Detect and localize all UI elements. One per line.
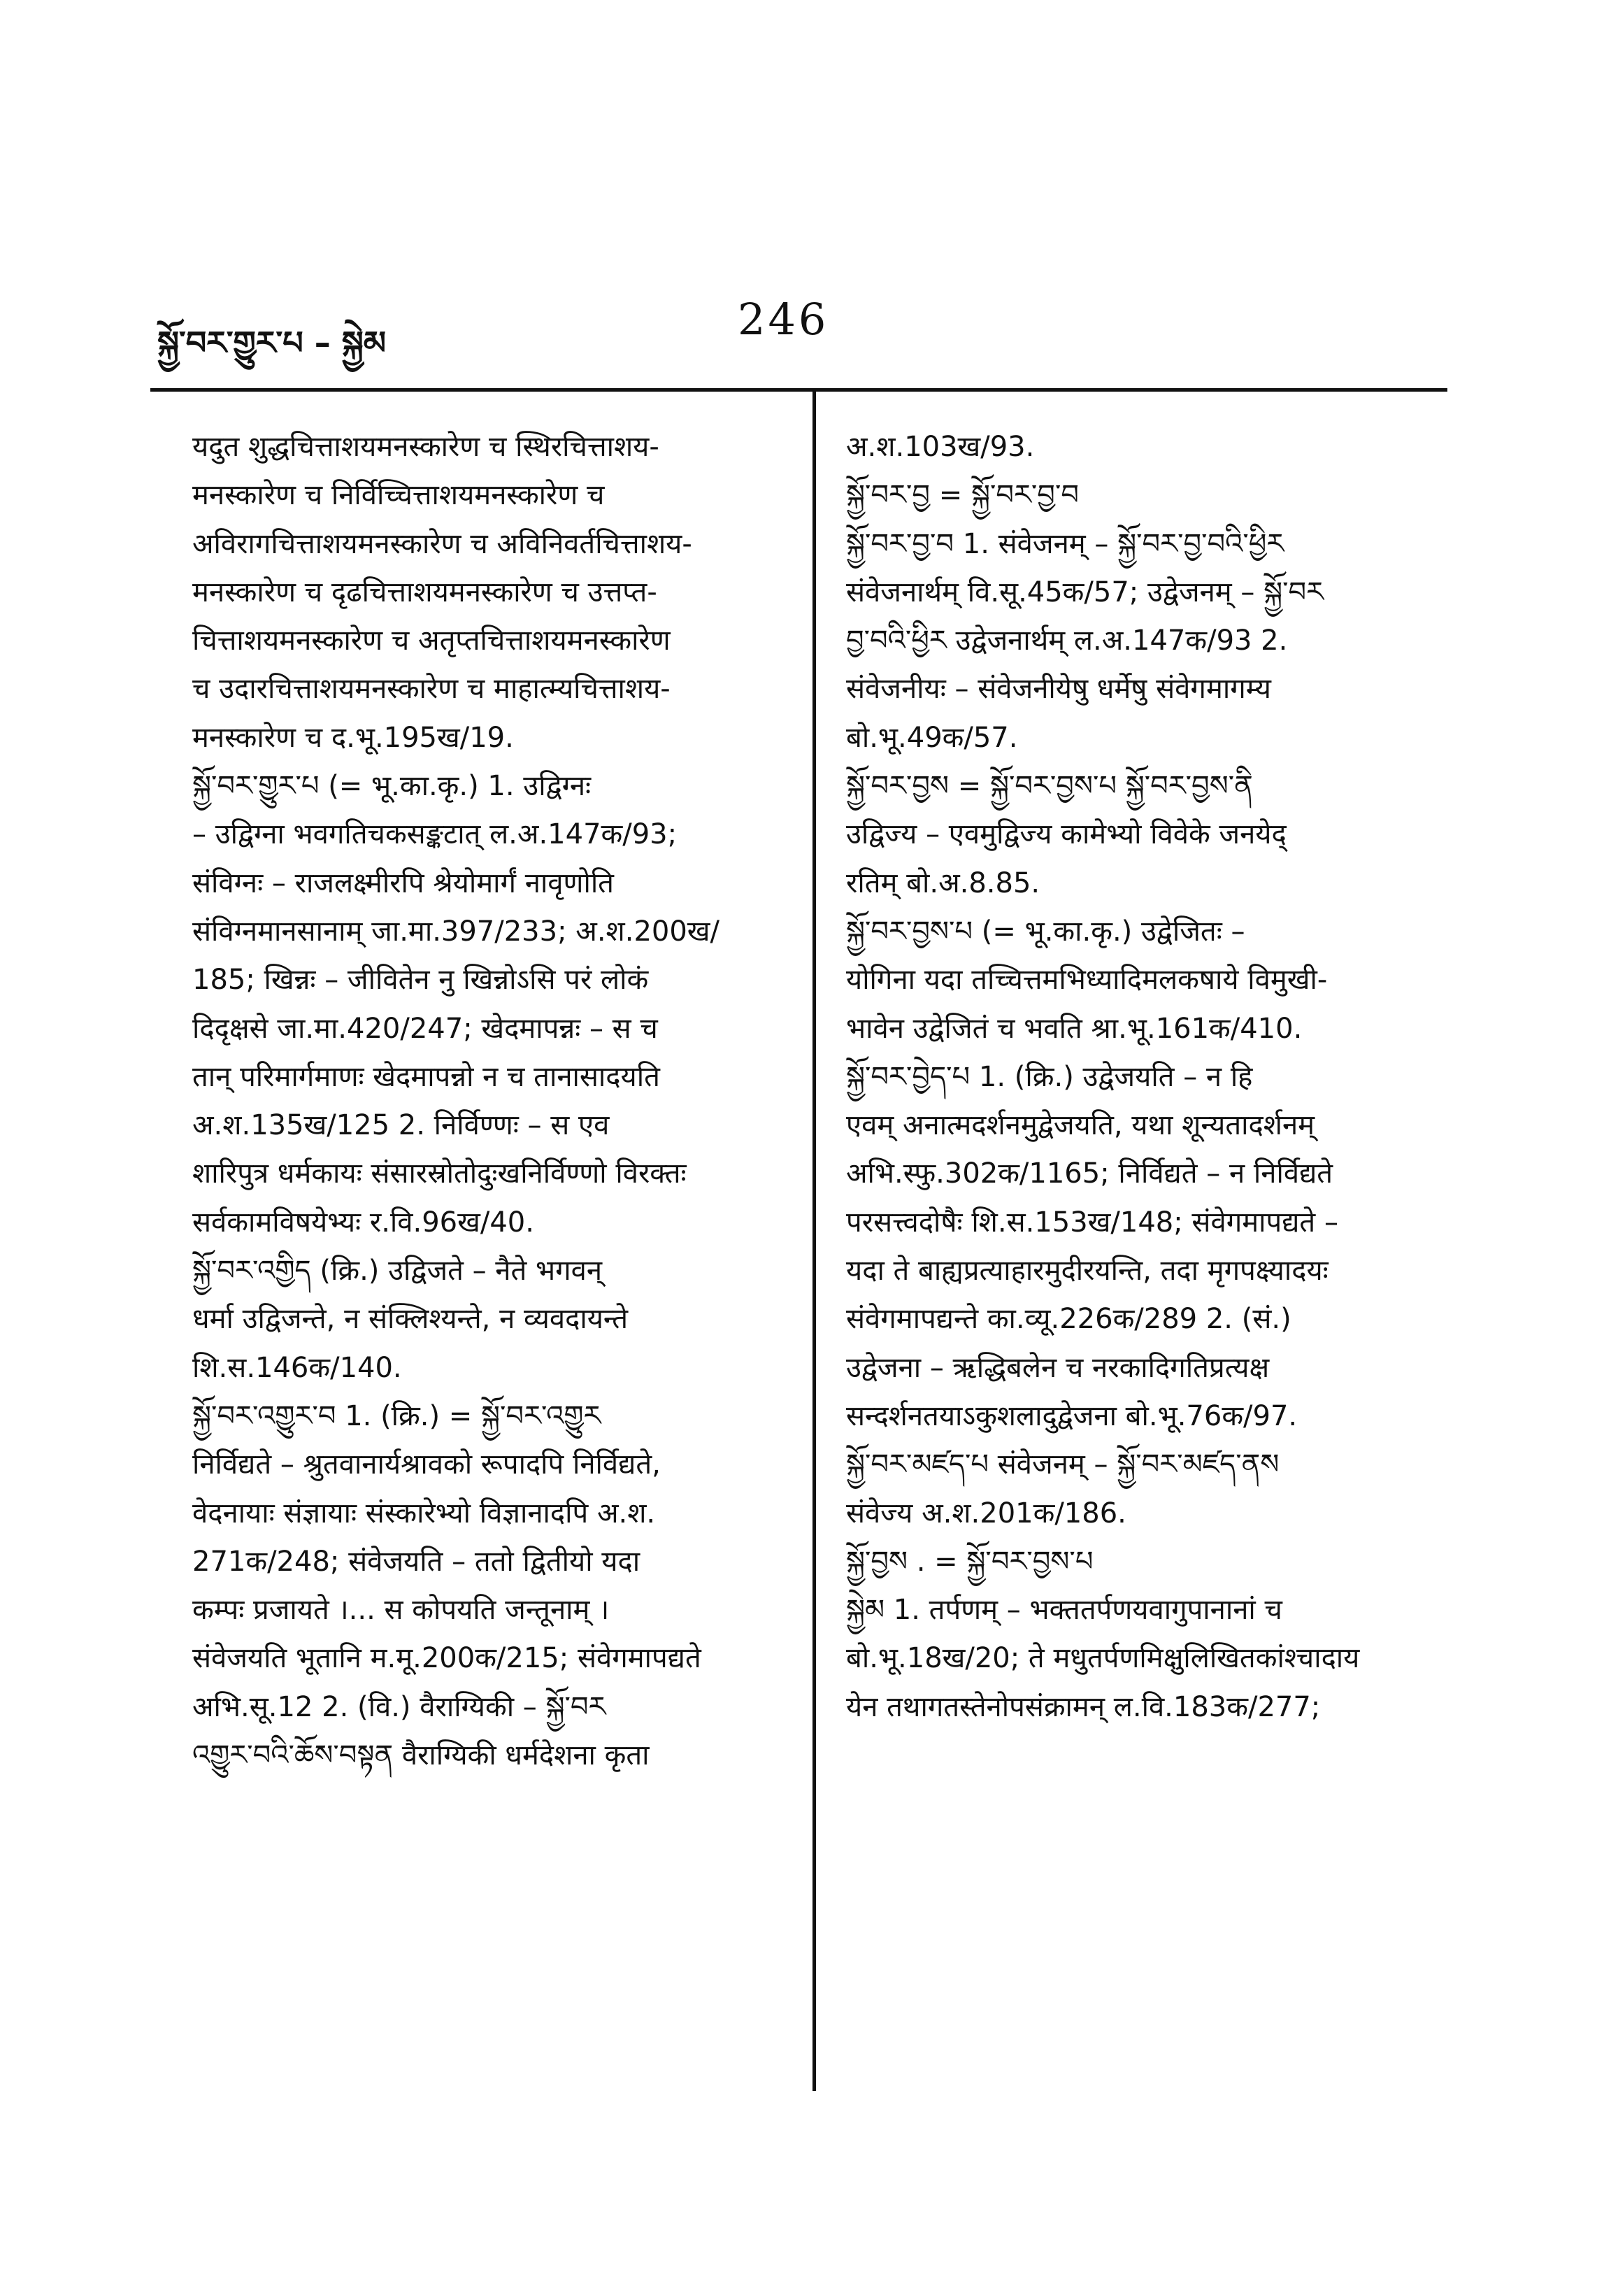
text-line: संवेज्य अ.श.201क/186. <box>846 1497 1126 1530</box>
text-line: सन्दर्शनतयाऽकुशलादुद्वेजना बो.भू.76क/97. <box>846 1399 1298 1432</box>
running-head: སྐྱོ་བར་གྱུར་པ – སྐྱེམ <box>157 324 387 362</box>
page-number: 246 <box>738 294 829 345</box>
text-line: परसत्त्वदोषैः शि.स.153ख/148; संवेगमापद्यते – <box>846 1206 1338 1239</box>
text-line: སྐྱོ་བར་བྱས = སྐྱོ་བར་བྱས་པ སྐྱོ་བར་བྱས་ནི <box>846 770 1253 803</box>
text-line: च उदारचित्ताशयमनस्कारेण च माहात्म्यचित्ताशय- <box>192 673 671 706</box>
text-line: यदुत शुद्धचित्ताशयमनस्कारेण च स्थिरचित्ताशय- <box>192 431 659 463</box>
text-line: संविग्नमानसानाम् जा.मा.397/233; अ.श.200ख/ <box>192 915 720 948</box>
text-line: चित्ताशयमनस्कारेण च अतृप्तचित्ताशयमनस्कारेण <box>192 625 671 657</box>
text-line: कम्पः प्रजायते ।... स कोपयति जन्तूनाम् । <box>192 1594 610 1627</box>
text-line: སྐྱོ་བར་གྱུར་པ (= भू.का.कृ.) 1. उद्विग्नः <box>192 770 592 803</box>
text-line: उद्वेजना – ऋद्धिबलेन च नरकादिगतिप्रत्यक्ष <box>846 1351 1270 1384</box>
text-line: बो.भू.49क/57. <box>846 721 1018 754</box>
text-line: སྐྱོ་བྱས . = སྐྱོ་བར་བྱས་པ <box>846 1545 1094 1578</box>
text-line: अभि.सू.12 2. (वि.) वैराग्यिकी – སྐྱོ་བར <box>192 1690 606 1723</box>
text-line: སྐྱོ་བར་བྱ = སྐྱོ་བར་བྱ་བ <box>846 479 1079 512</box>
text-line: अभि.स्फु.302क/1165; निर्विद्यते – न निर्विद्यते <box>846 1157 1333 1190</box>
text-line: སྐྱོ་བར་བྱེད་པ 1. (क्रि.) उद्वेजयति – न हि <box>846 1060 1253 1093</box>
text-line: སྐྱོ་བར་བྱ་བ 1. संवेजनम् – སྐྱོ་བར་བྱ་བའི་ཕྱིར <box>846 527 1284 560</box>
text-line: एवम् अनात्मदर्शनमुद्वेजयति, यथा शून्यतादर्शनम् <box>846 1109 1315 1142</box>
text-line: संवेजयति भूतानि म.मू.200क/215; संवेगमापद्यते <box>192 1642 701 1675</box>
text-line: भावेन उद्वेजितं च भवति श्रा.भू.161क/410. <box>846 1012 1303 1045</box>
text-line: बो.भू.18ख/20; ते मधुतर्पणमिक्षुलिखितकांश्चादाय <box>846 1642 1360 1675</box>
text-line: སྐྱོ་བར་འགྱིད (क्रि.) उद्विजते – नैते भगवन् <box>192 1255 603 1288</box>
text-line: मनस्कारेण च निर्विच्चित्ताशयमनस्कारेण च <box>192 479 605 512</box>
text-line: मनस्कारेण च दृढचित्ताशयमनस्कारेण च उत्तप्त- <box>192 576 657 608</box>
page-header <box>150 294 1444 362</box>
text-line: शारिपुत्र धर्मकायः संसारस्रोतोदुःखनिर्विण्णो विरक्तः <box>192 1157 687 1190</box>
text-line: धर्मा उद्विजन्ते, न संक्लिश्यन्ते, न व्यवदायन्ते <box>192 1303 629 1336</box>
text-line: འགྱུར་བའི་ཆོས་བསྟན वैराग्यिकी धर्मदेशना कृता <box>192 1739 650 1772</box>
text-line: संवेजनीयः – संवेजनीयेषु धर्मेषु संवेगमागम्य <box>846 673 1271 706</box>
column-divider <box>812 392 816 2091</box>
text-line: निर्विद्यते – श्रुतवानार्यश्रावको रूपादपि निर्विद्यते, <box>192 1448 661 1481</box>
text-line: शि.स.146क/140. <box>192 1351 402 1384</box>
left-column <box>192 423 780 1780</box>
text-line: रतिम् बो.अ.8.85. <box>846 867 1040 899</box>
text-line: – उद्विग्ना भवगतिचकसङ्कटात् ल.अ.147क/93; <box>192 818 678 851</box>
text-line: སྐྱོ་བར་བྱས་པ (= भू.का.कृ.) उद्वेजितः – <box>846 915 1245 948</box>
text-line: योगिना यदा तच्चित्तमभिध्यादिमलकषाये विमुखी- <box>846 964 1328 997</box>
text-line: येन तथागतस्तेनोपसंक्रामन् ल.वि.183क/277; <box>846 1690 1321 1723</box>
text-line: दिदृक्षसे जा.मा.420/247; खेदमापन्नः – स च <box>192 1012 658 1045</box>
text-line: अ.श.135ख/125 2. निर्विण्णः – स एव <box>192 1109 610 1142</box>
text-line: སྐྱེམ 1. तर्पणम् – भक्ततर्पणयवागुपानानां च <box>846 1594 1282 1627</box>
text-line: संवेगमापद्यन्ते का.व्यू.226क/289 2. (सं.) <box>846 1303 1291 1336</box>
text-line: संवेजनार्थम् वि.सू.45क/57; उद्वेजनम् – སྐྱོ་བར <box>846 576 1324 608</box>
text-line: སྐྱོ་བར་འགྱུར་བ 1. (क्रि.) = སྐྱོ་བར་འགྱུར <box>192 1399 601 1432</box>
text-line: 271क/248; संवेजयति – ततो द्वितीयो यदा <box>192 1545 640 1578</box>
text-line: संविग्नः – राजलक्ष्मीरपि श्रेयोमार्गं नावृणोति <box>192 867 614 899</box>
header-rule <box>150 388 1447 392</box>
text-line: अ.श.103ख/93. <box>846 431 1035 463</box>
text-line: 185; खिन्नः – जीवितेन नु खिन्नोऽसि परं लोकं <box>192 964 649 997</box>
text-line: उद्विज्य – एवमुद्विज्य कामेभ्यो विवेके जनयेद् <box>846 818 1287 851</box>
text-line: वेदनायाः संज्ञायाः संस्कारेभ्यो विज्ञानादपि अ.श. <box>192 1497 656 1530</box>
text-line: सर्वकामविषयेभ्यः र.वि.96ख/40. <box>192 1206 534 1239</box>
text-line: तान् परिमार्गमाणः खेदमापन्नो न च तानासादयति <box>192 1060 660 1093</box>
right-column <box>846 423 1447 1732</box>
text-line: यदा ते बाह्यप्रत्याहारमुदीरयन्ति, तदा मृगपक्ष्यादयः <box>846 1255 1329 1288</box>
text-line: अविरागचित्ताशयमनस्कारेण च अविनिवर्तचित्ताशय- <box>192 527 692 560</box>
text-line: སྐྱོ་བར་མཛད་པ संवेजनम् – སྐྱོ་བར་མཛད་ནས <box>846 1448 1280 1481</box>
text-line: मनस्कारेण च द.भू.195ख/19. <box>192 721 514 754</box>
text-line: བྱ་བའི་ཕྱིར उद्वेजनार्थम् ल.अ.147क/93 2. <box>846 625 1288 657</box>
